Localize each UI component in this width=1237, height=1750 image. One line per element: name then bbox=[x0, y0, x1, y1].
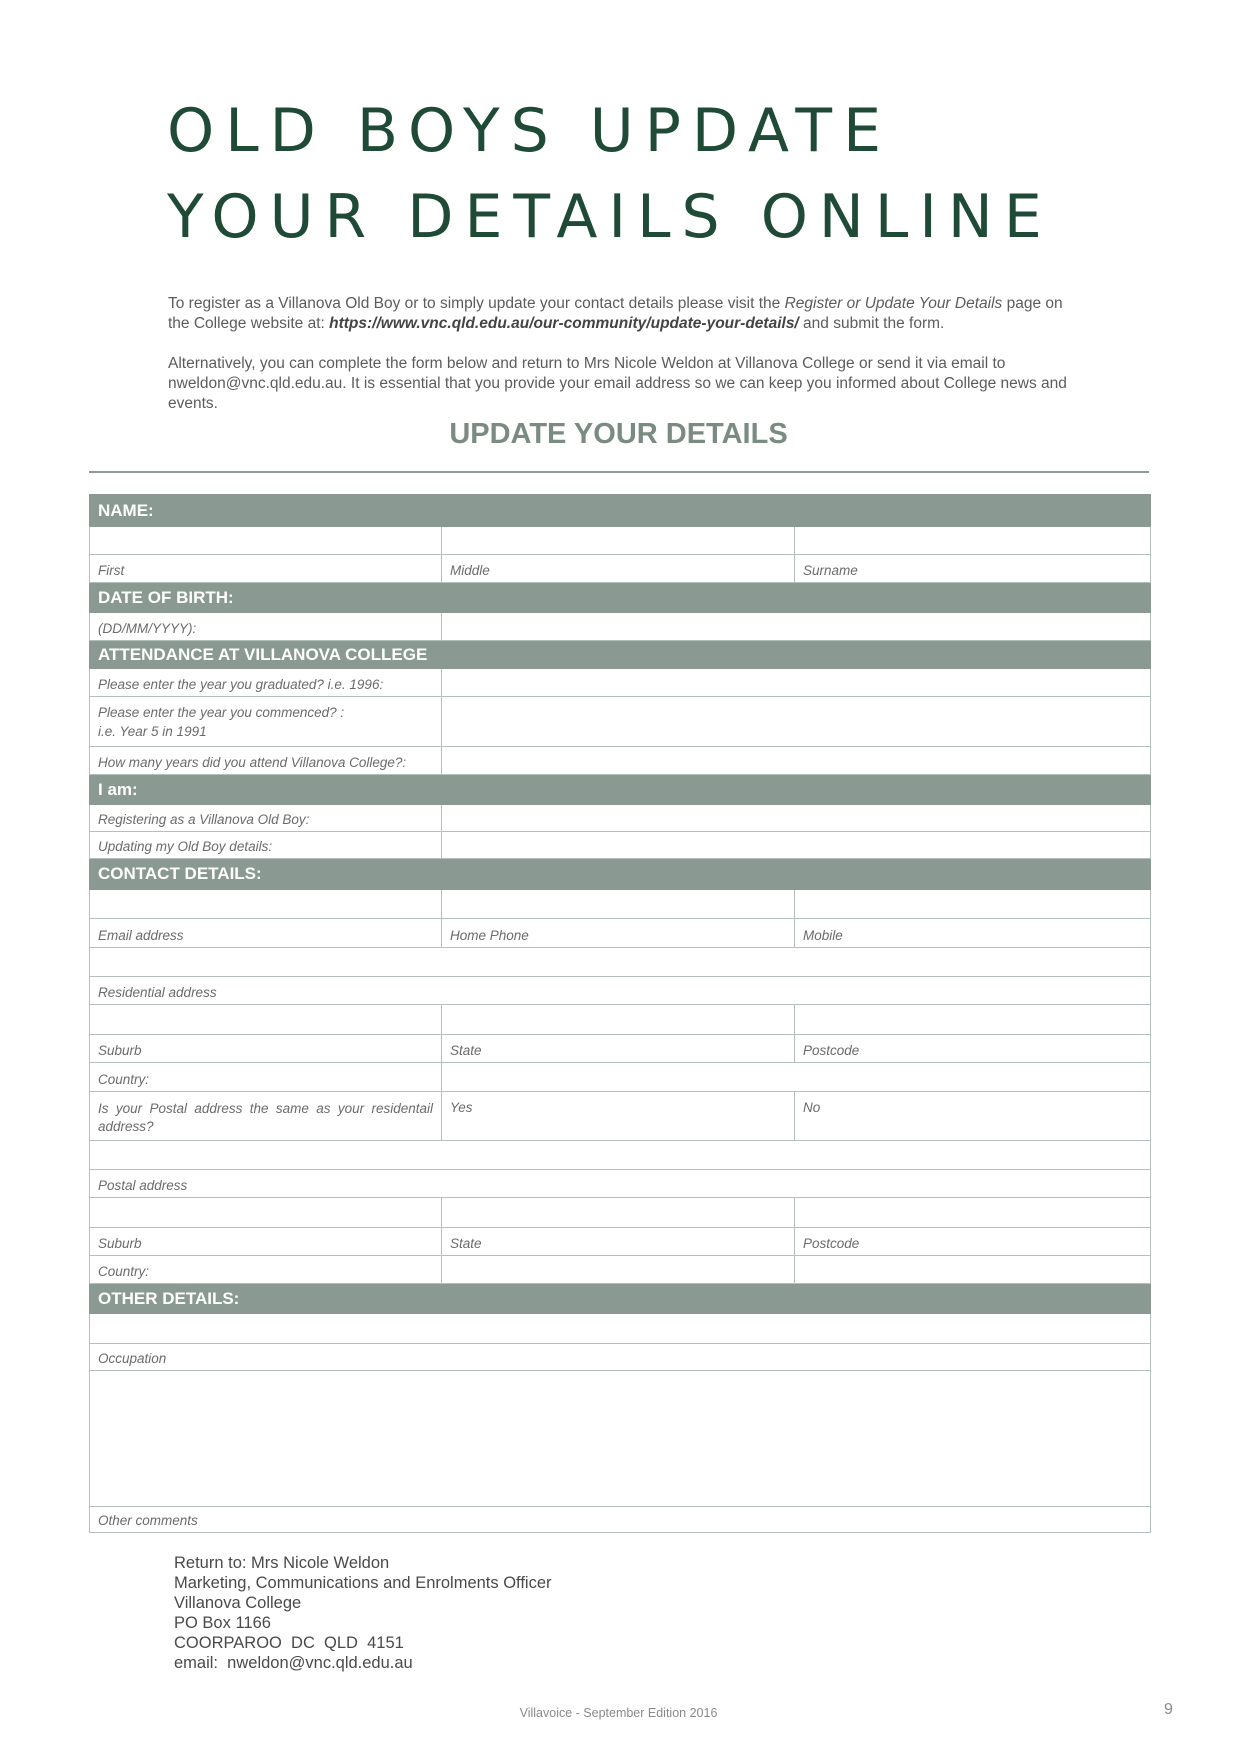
commenced-field[interactable] bbox=[442, 697, 1151, 747]
state-label: State bbox=[450, 1043, 482, 1058]
middle-name-label: Middle bbox=[450, 563, 490, 578]
postal-country-field[interactable] bbox=[442, 1256, 795, 1284]
yes-label: Yes bbox=[450, 1100, 473, 1115]
suburb-field[interactable] bbox=[90, 1005, 442, 1035]
dob-label: (DD/MM/YYYY): bbox=[98, 621, 197, 636]
return-line-1: Return to: Mrs Nicole Weldon bbox=[174, 1554, 390, 1572]
registering-field[interactable] bbox=[442, 805, 1151, 832]
section-subtitle: UPDATE YOUR DETAILS bbox=[449, 418, 788, 450]
postal-state-label: State bbox=[450, 1236, 482, 1251]
update-details-url[interactable]: https://www.vnc.qld.edu.au/our-community/update-your-details/ bbox=[329, 315, 799, 332]
country-label: Country: bbox=[98, 1072, 150, 1087]
residential-address-label: Residential address bbox=[98, 985, 217, 1000]
first-name-field[interactable] bbox=[90, 527, 442, 555]
other-comments-label: Other comments bbox=[98, 1513, 198, 1528]
email-field[interactable] bbox=[90, 890, 442, 919]
other-details-header: OTHER DETAILS: bbox=[90, 1284, 1151, 1314]
postal-postcode-field[interactable] bbox=[795, 1198, 1151, 1228]
footer-edition: Villavoice - September Edition 2016 bbox=[519, 1706, 718, 1720]
return-email: email: nweldon@vnc.qld.edu.au bbox=[174, 1654, 413, 1672]
return-line-4: PO Box 1166 bbox=[174, 1614, 271, 1632]
return-line-5: COORPAROO DC QLD 4151 bbox=[174, 1634, 404, 1652]
years-attended-field[interactable] bbox=[442, 747, 1151, 775]
graduated-label: Please enter the year you graduated? i.e. 1996: bbox=[98, 677, 384, 692]
residential-address-field[interactable] bbox=[90, 948, 1151, 977]
registering-label: Registering as a Villanova Old Boy: bbox=[98, 812, 310, 827]
update-details-form bbox=[89, 494, 1151, 1533]
graduated-field[interactable] bbox=[442, 669, 1151, 697]
dob-field[interactable] bbox=[442, 613, 1151, 641]
postal-address-field[interactable] bbox=[90, 1141, 1151, 1170]
surname-field[interactable] bbox=[795, 527, 1151, 555]
postal-address-label: Postal address bbox=[98, 1178, 188, 1193]
surname-label: Surname bbox=[803, 563, 858, 578]
occupation-label: Occupation bbox=[98, 1351, 167, 1366]
postal-country-label: Country: bbox=[98, 1264, 150, 1279]
mobile-field[interactable] bbox=[795, 890, 1151, 919]
country-field[interactable] bbox=[442, 1063, 1151, 1092]
years-attended-label: How many years did you attend Villanova College?: bbox=[98, 755, 407, 770]
intro-paragraph-2: Alternatively, you can complete the form below and return to Mrs Nicole Weldon at Villanova College or send it via email to nweldon@vnc.qld.edu.au. It is essential that you provide your email address so we can keep you informed about College news and events. bbox=[168, 355, 1067, 412]
mobile-label: Mobile bbox=[803, 928, 843, 943]
title-line-2: YOUR DETAILS ONLINE bbox=[167, 182, 1053, 252]
commenced-example: i.e. Year 5 in 1991 bbox=[98, 724, 207, 739]
postal-same-label: Is your Postal address the same as your residentail address? bbox=[98, 1101, 433, 1134]
page-title bbox=[167, 88, 1053, 260]
suburb-label: Suburb bbox=[98, 1043, 142, 1058]
page-number: 9 bbox=[1164, 1701, 1173, 1718]
attendance-header: ATTENDANCE AT VILLANOVA COLLEGE bbox=[90, 641, 1151, 669]
state-field[interactable] bbox=[442, 1005, 795, 1035]
return-address bbox=[174, 1553, 552, 1673]
divider bbox=[89, 471, 1149, 473]
title-line-1: OLD BOYS UPDATE bbox=[167, 96, 892, 166]
return-line-2: Marketing, Communications and Enrolments Officer bbox=[174, 1574, 552, 1592]
postcode-field[interactable] bbox=[795, 1005, 1151, 1035]
commenced-label: Please enter the year you commenced? : bbox=[98, 705, 345, 720]
updating-label: Updating my Old Boy details: bbox=[98, 839, 273, 854]
middle-name-field[interactable] bbox=[442, 527, 795, 555]
postcode-label: Postcode bbox=[803, 1043, 860, 1058]
home-phone-label: Home Phone bbox=[450, 928, 529, 943]
postal-state-field[interactable] bbox=[442, 1198, 795, 1228]
intro-paragraph-1: To register as a Villanova Old Boy or to simply update your contact details please visit the Register or Update Your Details page on the College website at: https://www.vnc.qld.edu.au/our-community/update-your-details/ and submit the form. bbox=[168, 295, 1063, 332]
postal-suburb-label: Suburb bbox=[98, 1236, 142, 1251]
dob-header: DATE OF BIRTH: bbox=[90, 583, 1151, 613]
updating-field[interactable] bbox=[442, 832, 1151, 859]
postal-suburb-field[interactable] bbox=[90, 1198, 442, 1228]
no-label: No bbox=[803, 1100, 821, 1115]
home-phone-field[interactable] bbox=[442, 890, 795, 919]
first-name-label: First bbox=[98, 563, 125, 578]
occupation-field[interactable] bbox=[90, 1314, 1151, 1344]
name-header: NAME: bbox=[90, 495, 1151, 527]
contact-header: CONTACT DETAILS: bbox=[90, 859, 1151, 890]
postal-same-yes-option[interactable] bbox=[442, 1092, 795, 1141]
return-line-3: Villanova College bbox=[174, 1594, 302, 1612]
postal-same-no-option[interactable] bbox=[795, 1092, 1151, 1141]
email-label: Email address bbox=[98, 928, 184, 943]
postal-country-field-2[interactable] bbox=[795, 1256, 1151, 1284]
iam-header: I am: bbox=[90, 775, 1151, 805]
other-comments-field[interactable] bbox=[90, 1371, 1151, 1507]
register-page-name: Register or Update Your Details bbox=[784, 295, 1003, 312]
postal-postcode-label: Postcode bbox=[803, 1236, 860, 1251]
